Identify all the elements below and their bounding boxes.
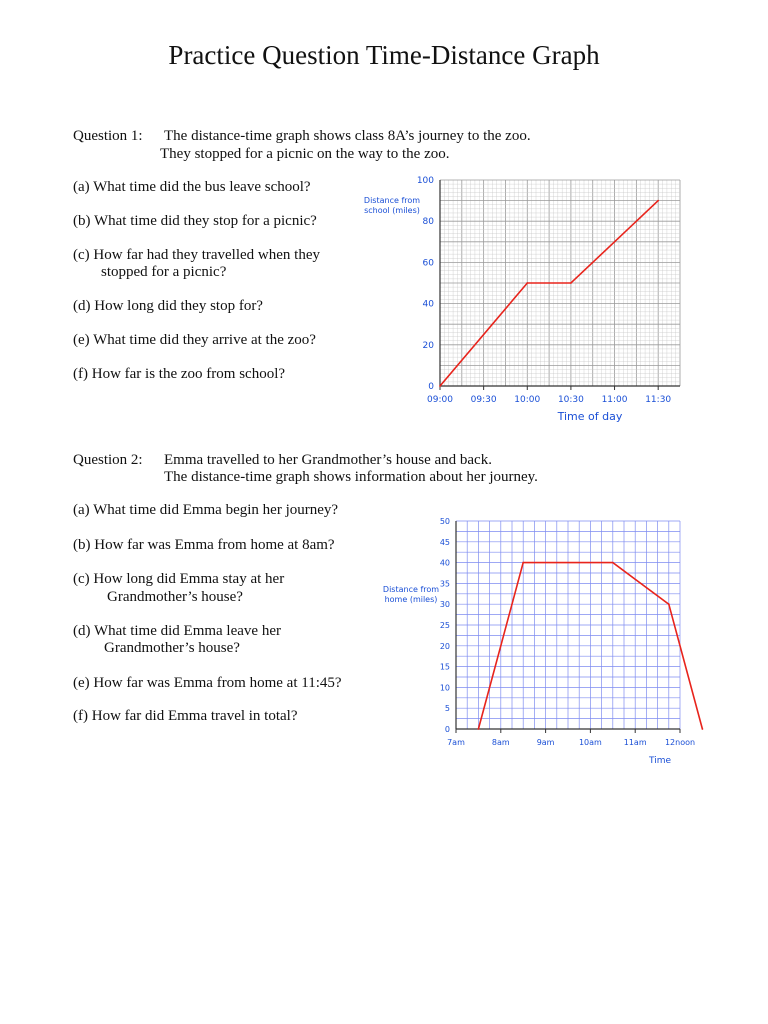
x-tick-label: 11:30 [645, 395, 672, 405]
x-tick-label: 09:30 [470, 395, 497, 405]
q1-intro-line1: The distance-time graph shows class 8A’s journey to the zoo. [164, 128, 531, 144]
data-point [702, 728, 704, 730]
x-axis-label: Time of day [557, 410, 623, 423]
y-tick-label: 40 [439, 558, 450, 568]
q1-item-a: (a) What time did the bus leave school? [73, 179, 311, 195]
x-tick-label: 10:30 [557, 395, 584, 405]
page-title: Practice Question Time-Distance Graph [168, 40, 600, 70]
y-tick-label: 60 [422, 258, 434, 269]
data-point [570, 282, 572, 284]
data-point [439, 385, 441, 387]
q1-item-f: (f) How far is the zoo from school? [73, 366, 286, 382]
data-point [668, 603, 670, 605]
y-axis-label: home (miles) [384, 595, 438, 604]
q2-item-c-cont: Grandmother’s house? [107, 589, 243, 605]
x-tick-label: 8am [491, 738, 510, 747]
x-tick-label: 11am [623, 738, 647, 747]
q2-item-d-cont: Grandmother’s house? [104, 640, 240, 656]
q2-item-b: (b) How far was Emma from home at 8am? [73, 537, 335, 553]
data-point [657, 200, 659, 202]
y-tick-label: 50 [439, 517, 450, 526]
q1-item-d: (d) How long did they stop for? [73, 298, 263, 314]
q1-label: Question 1: [73, 128, 143, 144]
x-tick-label: 09:00 [427, 395, 453, 405]
data-point [522, 562, 524, 564]
q1-item-e: (e) What time did they arrive at the zoo? [73, 332, 316, 348]
y-tick-label: 10 [439, 683, 450, 693]
x-axis-label: Time [648, 756, 672, 766]
x-tick-label: 10:00 [514, 395, 541, 405]
q2-item-c: (c) How long did Emma stay at her [73, 571, 285, 587]
q1-item-c: (c) How far had they travelled when they [73, 247, 320, 263]
y-axis-label: Distance from [363, 196, 421, 205]
data-point [478, 728, 480, 730]
q1-item-b: (b) What time did they stop for a picnic? [73, 213, 317, 229]
y-axis-label: school (miles) [364, 206, 420, 215]
q2-intro-line2: The distance-time graph shows information about her journey. [164, 469, 538, 485]
y-tick-label: 40 [422, 299, 434, 310]
q2-item-f: (f) How far did Emma travel in total? [73, 708, 298, 724]
y-tick-label: 15 [439, 662, 450, 672]
x-tick-label: 7am [447, 738, 465, 747]
y-tick-label: 80 [422, 217, 434, 228]
chart-school-to-zoo [360, 170, 690, 432]
y-axis-label: Distance from [382, 585, 440, 594]
q2-item-a: (a) What time did Emma begin her journey? [73, 502, 339, 518]
y-tick-label: 20 [439, 641, 450, 651]
y-tick-label: 45 [439, 537, 450, 547]
y-tick-label: 0 [428, 382, 434, 392]
y-tick-label: 20 [422, 340, 434, 351]
q2-intro-line1: Emma travelled to her Grandmother’s house and back. [164, 452, 492, 468]
x-tick-label: 9am [536, 738, 555, 747]
y-tick-label: 0 [444, 725, 450, 734]
x-tick-label: 12noon [664, 738, 696, 747]
chart-emma-journey [378, 512, 708, 774]
y-tick-label: 30 [439, 600, 450, 610]
q1-intro-line2: They stopped for a picnic on the way to the zoo. [160, 146, 450, 162]
x-tick-label: 11:00 [601, 395, 628, 405]
y-tick-label: 5 [444, 704, 450, 714]
q2-item-e: (e) How far was Emma from home at 11:45? [73, 675, 342, 691]
y-tick-label: 25 [439, 621, 450, 630]
q2-item-d: (d) What time did Emma leave her [73, 623, 281, 639]
data-point [612, 562, 614, 564]
y-tick-label: 35 [439, 579, 450, 589]
data-point [526, 282, 528, 284]
x-tick-label: 10am [578, 738, 602, 747]
q2-label: Question 2: [73, 452, 143, 468]
y-tick-label: 100 [416, 176, 434, 186]
q1-item-c-cont: stopped for a picnic? [101, 264, 227, 280]
